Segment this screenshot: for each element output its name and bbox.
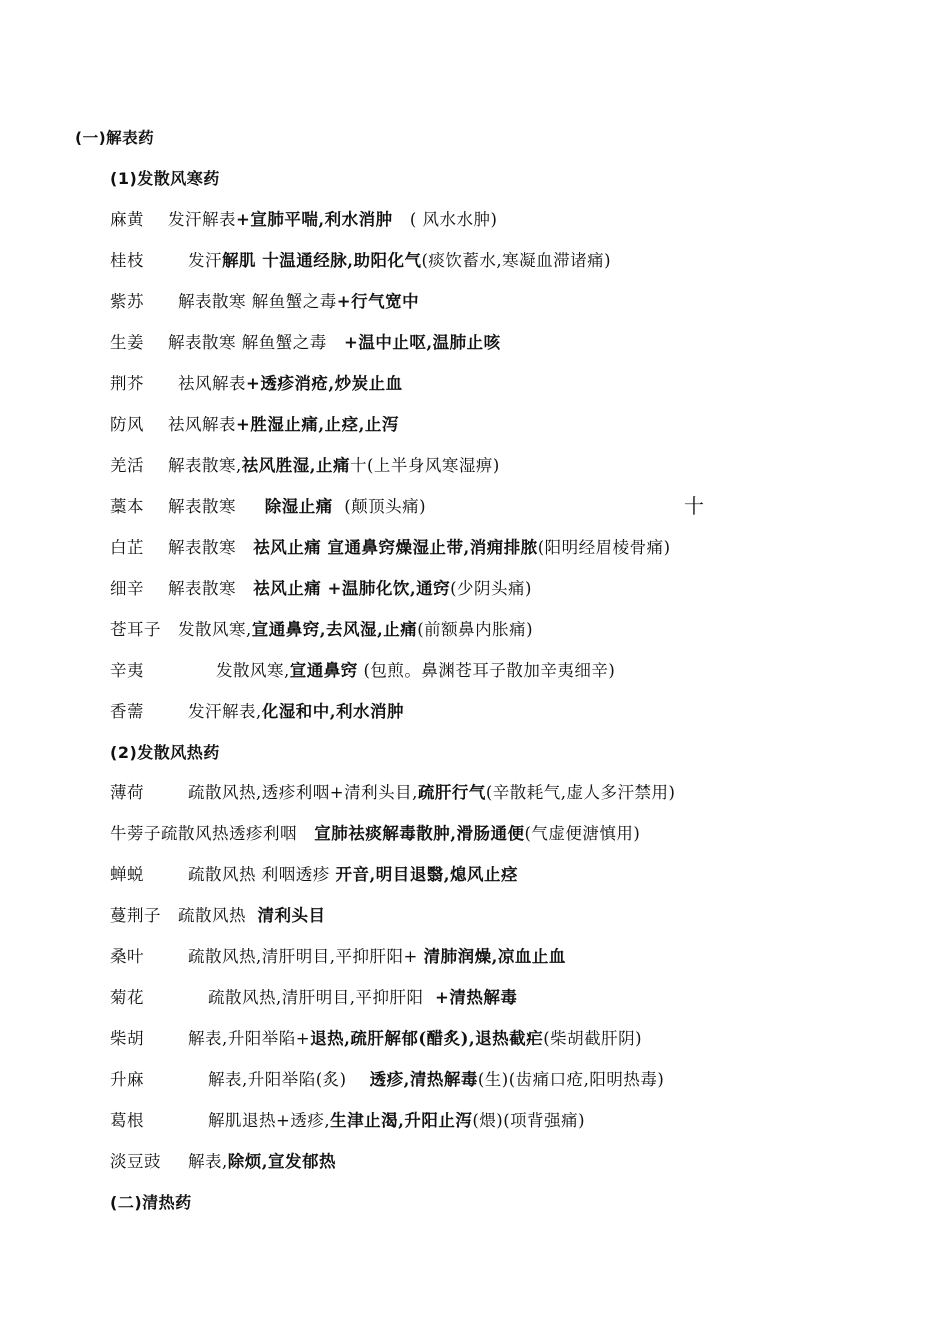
herb-name: 牛蒡子 bbox=[110, 824, 161, 843]
herb-effect: 解表, bbox=[188, 1152, 228, 1171]
herb-entry bbox=[110, 905, 326, 927]
herb-effect: 解表散寒 bbox=[168, 579, 236, 598]
herb-entry bbox=[110, 250, 611, 272]
herb-entry bbox=[110, 291, 419, 313]
herb-effect: 祛风解表 bbox=[178, 374, 246, 393]
herb-effect: 发散风寒, bbox=[178, 620, 252, 639]
herb-name: 辛夷 bbox=[110, 661, 144, 680]
herb-entry bbox=[110, 496, 426, 518]
herb-effect: 祛风解表 bbox=[168, 415, 236, 434]
herb-note: (柴胡截肝阴) bbox=[543, 1029, 643, 1048]
herb-entry bbox=[110, 1069, 664, 1091]
herb-name: 麻黄 bbox=[110, 210, 144, 229]
herb-entry bbox=[110, 455, 500, 477]
herb-effect-emphasis: 宣通鼻窍,去风湿,止痛 bbox=[251, 620, 418, 639]
herb-entry bbox=[110, 578, 532, 600]
herb-name: 薄荷 bbox=[110, 783, 144, 802]
herb-name: 蝉蜕 bbox=[110, 865, 144, 884]
herb-effect-emphasis: 宣肺祛痰解毒散肿,滑肠通便 bbox=[314, 824, 525, 843]
herb-effect-emphasis: 透疹,清热解毒 bbox=[369, 1070, 478, 1089]
herb-note: (气虚便溏慎用) bbox=[524, 824, 641, 843]
herb-effect-emphasis: +清热解毒 bbox=[435, 988, 518, 1007]
herb-effect: 解表散寒 bbox=[168, 538, 236, 557]
herb-entry bbox=[110, 1151, 336, 1173]
herb-effect-emphasis: +温中止呕,温肺止咳 bbox=[344, 333, 501, 352]
herb-note: 十(上半身风寒湿痹) bbox=[350, 456, 500, 475]
herb-effect-emphasis: +胜湿止痛,止痉,止泻 bbox=[236, 415, 399, 434]
herb-effect: 疏散风热 利咽透疹 bbox=[188, 865, 330, 884]
herb-effect: 解肌退热+透疹, bbox=[208, 1111, 331, 1130]
herb-effect: 解表,升阳举陷+ bbox=[188, 1029, 311, 1048]
herb-name: 淡豆豉 bbox=[110, 1152, 161, 1171]
herb-name: 白芷 bbox=[110, 538, 144, 557]
herb-entry bbox=[110, 209, 497, 231]
herb-effect-emphasis: +透疹消疮,炒炭止血 bbox=[246, 374, 403, 393]
herb-effect: 疏散风热,清肝明目,平抑肝阳 bbox=[208, 988, 424, 1007]
herb-effect-emphasis: 祛风止痛 宣通鼻窍燥湿止带,消痈排脓 bbox=[253, 538, 538, 557]
herb-note: (辛散耗气,虚人多汗禁用) bbox=[485, 783, 676, 802]
herb-effect-emphasis: 除湿止痛 bbox=[264, 497, 333, 516]
herb-effect-emphasis: 解肌 十温通经脉,助阳化气 bbox=[222, 251, 422, 270]
herb-entry bbox=[110, 414, 399, 436]
herb-entry bbox=[110, 946, 566, 968]
herb-name: 桑叶 bbox=[110, 947, 144, 966]
herb-effect: 疏散风热透疹利咽 bbox=[161, 824, 297, 843]
plus-mark: 十 bbox=[684, 494, 704, 518]
subsection-heading-wind-heat: (2)发散风热药 bbox=[110, 743, 220, 762]
herb-effect-emphasis: 清利头目 bbox=[257, 906, 326, 925]
section-heading-heat-clearing: (二)清热药 bbox=[110, 1193, 192, 1212]
herb-effect: 发汗解表 bbox=[168, 210, 236, 229]
herb-effect-emphasis: 生津止渴,升阳止泻 bbox=[330, 1111, 473, 1130]
herb-effect-emphasis: 化湿和中,利水消肿 bbox=[261, 702, 404, 721]
herb-name: 苍耳子 bbox=[110, 620, 161, 639]
herb-entry bbox=[110, 823, 640, 845]
herb-note: (煨)(项背强痛) bbox=[472, 1111, 586, 1130]
section-heading-exterior-releasing: (一)解表药 bbox=[75, 129, 155, 147]
herb-effect: 疏散风热,清肝明目,平抑肝阳+ bbox=[188, 947, 418, 966]
herb-effect-emphasis: 退热,疏肝解郁(醋炙),退热截疟 bbox=[310, 1029, 544, 1048]
herb-entry bbox=[110, 1028, 642, 1050]
herb-name: 藁本 bbox=[110, 497, 144, 516]
herb-effect-emphasis: 祛风胜湿,止痛 bbox=[241, 456, 350, 475]
herb-effect: 解表散寒 bbox=[168, 497, 236, 516]
herb-name: 紫苏 bbox=[110, 292, 144, 311]
herb-effect: 解表散寒 解鱼蟹之毒 bbox=[168, 333, 327, 352]
herb-effect: 疏散风热 bbox=[178, 906, 246, 925]
herb-entry bbox=[110, 701, 404, 723]
herb-name: 柴胡 bbox=[110, 1029, 144, 1048]
herb-effect-emphasis: 疏肝行气 bbox=[417, 783, 486, 802]
herb-name: 细辛 bbox=[110, 579, 144, 598]
herb-effect-emphasis: 开音,明目退翳,熄风止痉 bbox=[335, 865, 518, 884]
herb-note: (颠顶头痛) bbox=[344, 497, 427, 516]
herb-effect: 发散风寒, bbox=[216, 661, 290, 680]
herb-name: 升麻 bbox=[110, 1070, 144, 1089]
herb-effect-emphasis: 除烦,宣发郁热 bbox=[227, 1152, 336, 1171]
herb-note: (阳明经眉棱骨痛) bbox=[537, 538, 671, 557]
herb-entry bbox=[110, 864, 518, 886]
herb-name: 羌活 bbox=[110, 456, 144, 475]
herb-effect-emphasis: 清肺润燥,凉血止血 bbox=[423, 947, 566, 966]
herb-entry bbox=[110, 619, 533, 641]
herb-effect-emphasis: +宣肺平喘,利水消肿 bbox=[236, 210, 393, 229]
herb-effect-emphasis: 宣通鼻窍 bbox=[289, 661, 358, 680]
herb-note: ( 风水水肿) bbox=[409, 210, 498, 229]
herb-effect: 发汗 bbox=[188, 251, 222, 270]
herb-note: (前额鼻内胀痛) bbox=[417, 620, 534, 639]
herb-entry bbox=[110, 782, 675, 804]
herb-effect: 解表散寒, bbox=[168, 456, 242, 475]
herb-entry bbox=[110, 660, 615, 682]
herb-name: 荆芥 bbox=[110, 374, 144, 393]
herb-entry bbox=[110, 987, 517, 1009]
herb-name: 香薷 bbox=[110, 702, 144, 721]
herb-entry bbox=[110, 373, 403, 395]
herb-name: 桂枝 bbox=[110, 251, 144, 270]
herb-entry bbox=[110, 537, 671, 559]
herb-name: 蔓荆子 bbox=[110, 906, 161, 925]
herb-note: (痰饮蓄水,寒凝血滞诸痛) bbox=[421, 251, 612, 270]
herb-entry bbox=[110, 1110, 585, 1132]
herb-name: 菊花 bbox=[110, 988, 144, 1007]
herb-effect-emphasis: 祛风止痛 +温肺化饮,通窍 bbox=[253, 579, 451, 598]
herb-note: (包煎。鼻渊苍耳子散加辛夷细辛) bbox=[363, 661, 616, 680]
herb-note: (生)(齿痛口疮,阳明热毒) bbox=[477, 1070, 665, 1089]
herb-effect: 发汗解表, bbox=[188, 702, 262, 721]
herb-effect-emphasis: +行气宽中 bbox=[336, 292, 420, 311]
herb-effect: 解表散寒 解鱼蟹之毒 bbox=[178, 292, 337, 311]
herb-effect: 疏散风热,透疹利咽+清利头目, bbox=[188, 783, 418, 802]
herb-name: 防风 bbox=[110, 415, 144, 434]
herb-name: 葛根 bbox=[110, 1111, 144, 1130]
subsection-heading-wind-cold: (1)发散风寒药 bbox=[110, 169, 220, 188]
herb-name: 生姜 bbox=[110, 333, 144, 352]
herb-entry bbox=[110, 332, 501, 354]
herb-note: (少阴头痛) bbox=[450, 579, 532, 598]
herb-effect: 解表,升阳举陷(炙) bbox=[208, 1070, 347, 1089]
